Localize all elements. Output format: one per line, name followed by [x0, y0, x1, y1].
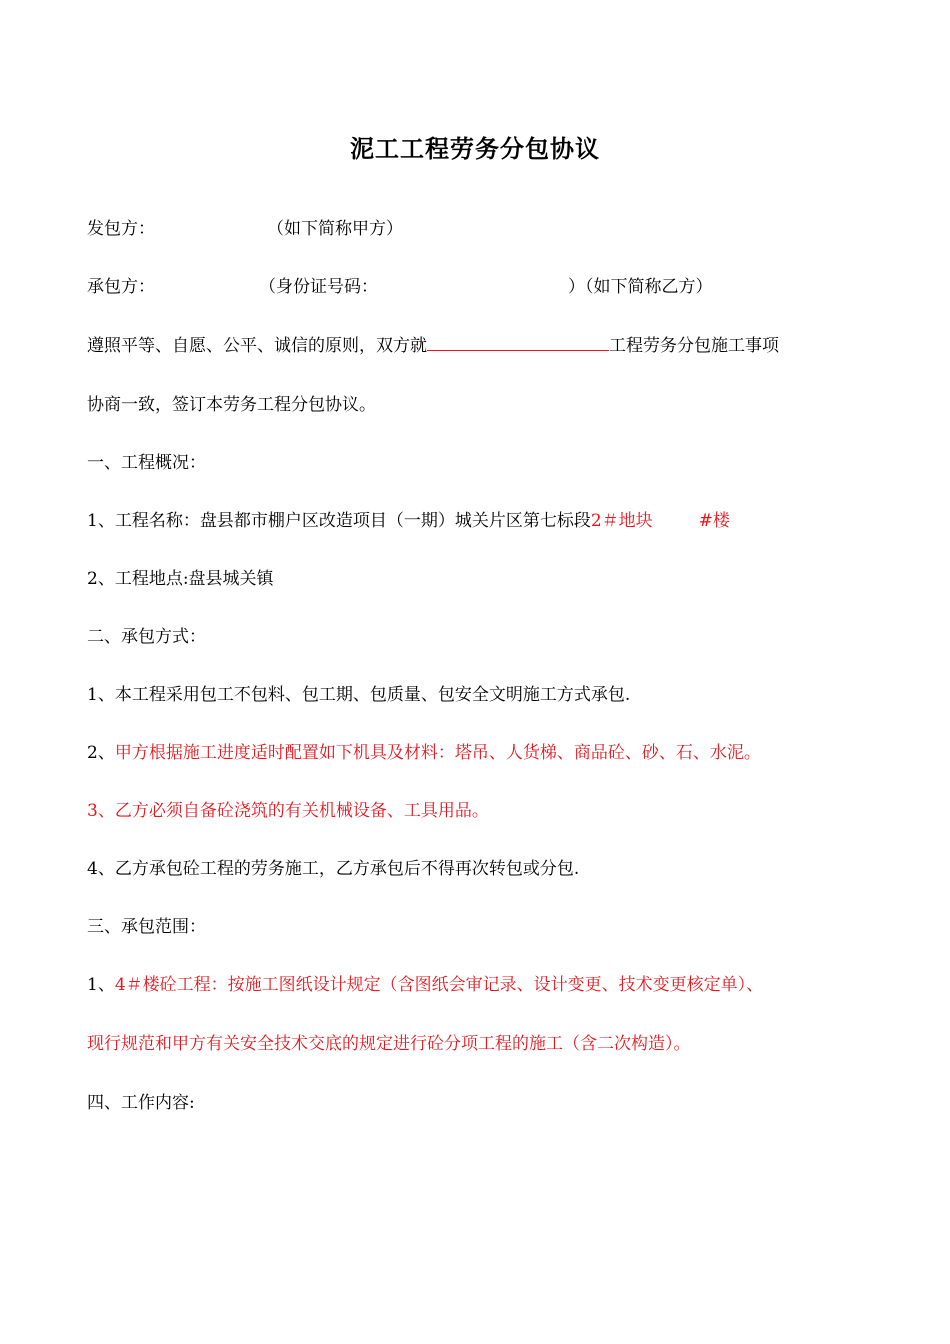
project-block: 2＃地块	[590, 511, 653, 531]
preamble-part1: 遵照平等、自愿、公平、诚信的原则，双方就	[87, 336, 427, 356]
project-name-label: 1、工程名称：盘县都市棚户区改造项目（一期）城关片区第七标段	[87, 511, 591, 531]
document-title: 泥工工程劳务分包协议	[350, 134, 600, 163]
preamble-line-2: 协商一致，签订本劳务工程分包协议。	[87, 395, 376, 415]
project-building: #楼	[698, 511, 730, 531]
project-name-blank	[427, 331, 609, 351]
section-3-item-1-prefix: 1、	[87, 975, 115, 995]
party-a-label: 发包方：	[87, 219, 155, 239]
preamble-part2: 工程劳务分包施工事项	[609, 336, 779, 356]
section-1-item-2: 2、工程地点:盘县城关镇	[87, 569, 274, 589]
party-b-label: 承包方：	[87, 277, 155, 297]
section-3-heading: 三、承包范围：	[87, 917, 206, 937]
section-3-item-1-line-2: 现行规范和甲方有关安全技术交底的规定进行砼分项工程的施工（含二次构造）。	[87, 1034, 691, 1054]
section-3-item-1-text: 4＃楼砼工程：按施工图纸设计规定（含图纸会审记录、设计变更、技术变更核定单）、	[114, 975, 764, 995]
section-3-item-1-line-1	[87, 972, 763, 998]
section-2-item-1: 1、本工程采用包工不包料、包工期、包质量、包安全文明施工方式承包.	[87, 685, 631, 705]
section-1-heading: 一、工程概况：	[87, 453, 206, 473]
party-a-line	[87, 216, 403, 242]
section-2-item-3: 3、乙方必须自备砼浇筑的有关机械设备、工具用品。	[87, 801, 489, 821]
section-4-heading: 四、工作内容:	[87, 1093, 195, 1113]
party-a-suffix: （如下简称甲方）	[267, 219, 403, 239]
party-b-id-label: （身份证号码：	[259, 277, 378, 297]
section-2-heading: 二、承包方式：	[87, 627, 206, 647]
section-1-item-1	[87, 508, 730, 534]
party-b-suffix: ）（如下简称乙方）	[568, 277, 713, 297]
party-b-line	[87, 274, 713, 300]
section-2-item-2-prefix: 2、	[87, 743, 115, 763]
section-2-item-2-text: 甲方根据施工进度适时配置如下机具及材料：塔吊、人货梯、商品砼、砂、石、水泥。	[114, 743, 761, 763]
preamble-line-1	[87, 331, 779, 359]
section-2-item-2	[87, 740, 761, 766]
section-2-item-4: 4、乙方承包砼工程的劳务施工，乙方承包后不得再次转包或分包.	[87, 859, 580, 879]
